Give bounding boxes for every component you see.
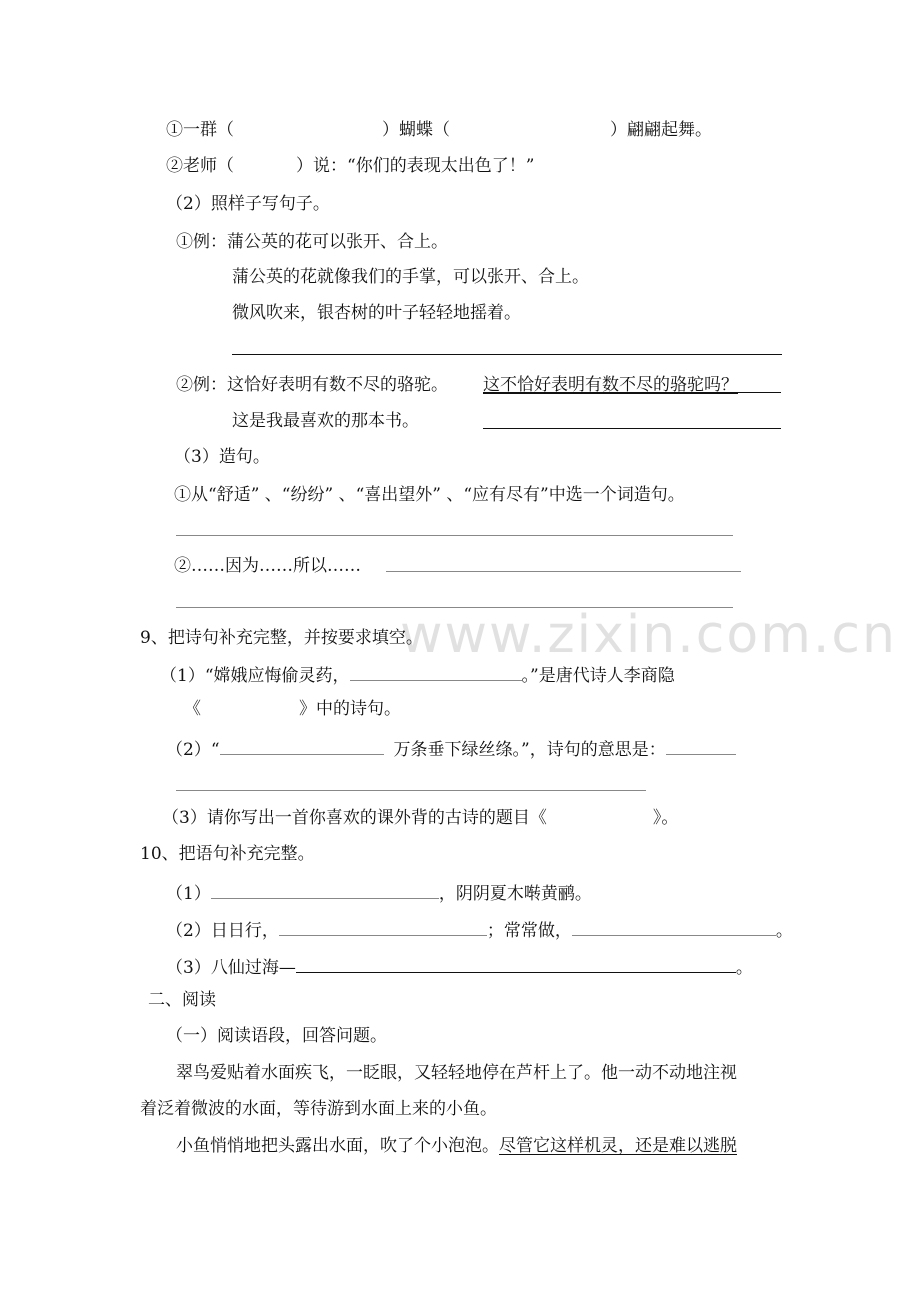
blank[interactable]	[220, 736, 384, 755]
blank[interactable]	[350, 662, 522, 681]
section-title: （3）造句。	[174, 447, 270, 467]
section-heading: 二、阅读	[148, 990, 216, 1010]
example-2-task: 这是我最喜欢的那本书。	[232, 411, 419, 431]
text: （3）请你写出一首你喜欢的课外背的古诗的题目《	[162, 808, 547, 828]
example-2-answer: 这不恰好表明有数不尽的骆驼吗？	[483, 375, 738, 395]
text: 万条垂下绿丝绦。”，诗句的意思是：	[393, 740, 666, 760]
sentence-fill-2	[166, 917, 793, 942]
answer-line[interactable]	[176, 790, 646, 791]
answer-line[interactable]	[176, 535, 733, 536]
blank[interactable]	[211, 880, 439, 899]
text: （1）	[166, 884, 211, 904]
text: 。	[735, 958, 753, 978]
blank[interactable]	[572, 917, 776, 936]
paragraph-1-line-2: 着泛着微波的水面，等待游到水面上来的小鱼。	[140, 1099, 497, 1119]
answer-line[interactable]	[483, 428, 781, 429]
sentence-fill-3	[166, 954, 753, 979]
paragraph-1-line-1: 翠鸟爱贴着水面疾飞，一眨眼，又轻轻地停在芦杆上了。他一动不动地注视	[176, 1063, 737, 1083]
text: 》中的诗句。	[299, 699, 401, 719]
sentence-task-2: ②……因为……所以……	[174, 556, 361, 576]
answer-line[interactable]	[176, 607, 733, 608]
text: （2）“	[166, 740, 220, 760]
poem-line-2	[166, 736, 736, 761]
sentence-task-1: ①从“舒适” 、“纷纷” 、“喜出望外” 、“应有尽有”中选一个词造句。	[174, 485, 685, 505]
example-1-label: ①例：蒲公英的花可以张开、合上。	[176, 232, 448, 252]
text: （1）“嫦娥应悔偷灵药，	[160, 666, 350, 686]
text: ①一群（	[166, 120, 234, 140]
fill-line-butterflies	[166, 119, 712, 141]
text: 。	[775, 921, 793, 941]
blank[interactable]	[279, 917, 487, 936]
underlined-sentence: 尽管它这样机灵，还是难以逃脱	[499, 1136, 737, 1156]
section-title: （2）照样子写句子。	[166, 194, 330, 214]
blank[interactable]	[666, 736, 736, 755]
poem-line-1	[160, 662, 675, 687]
text: 小鱼悄悄地把头露出水面，吹了个小泡泡。	[176, 1136, 499, 1156]
favorite-poem-line	[162, 807, 678, 829]
text: 。”是唐代诗人李商隐	[521, 666, 675, 686]
example-1-model: 蒲公英的花就像我们的手掌，可以张开、合上。	[232, 267, 589, 287]
watermark: www.zixin.com.cn	[400, 605, 897, 665]
text: ）翩翩起舞。	[610, 120, 712, 140]
question-10-title: 10、把语句补充完整。	[140, 844, 315, 864]
text: ，阴阴夏木啭黄鹂。	[438, 884, 592, 904]
blank[interactable]	[296, 954, 736, 973]
answer-underline	[483, 392, 781, 393]
text: （3）八仙过海—	[166, 958, 296, 978]
answer-line[interactable]	[232, 354, 782, 355]
sentence-fill-1	[166, 880, 592, 905]
text: ；常常做，	[486, 921, 572, 941]
text: ）蝴蝶（	[382, 120, 450, 140]
answer-line[interactable]	[386, 571, 741, 572]
text: ②老师（	[166, 156, 234, 176]
text: ）说：“你们的表现太出色了！”	[296, 156, 535, 176]
example-1-task: 微风吹来，银杏树的叶子轻轻地摇着。	[232, 303, 521, 323]
text: 》。	[652, 808, 679, 828]
reading-part-title: （一）阅读语段，回答问题。	[166, 1026, 387, 1046]
example-2-label: ②例：这恰好表明有数不尽的骆驼。	[176, 375, 448, 395]
text: （2）日日行，	[166, 921, 279, 941]
text: 《	[184, 699, 201, 719]
poem-title-line	[184, 698, 401, 720]
question-9-title: 9、把诗句补充完整，并按要求填空。	[140, 628, 423, 648]
paragraph-2-line-1	[176, 1135, 737, 1157]
fill-line-teacher	[166, 155, 534, 177]
